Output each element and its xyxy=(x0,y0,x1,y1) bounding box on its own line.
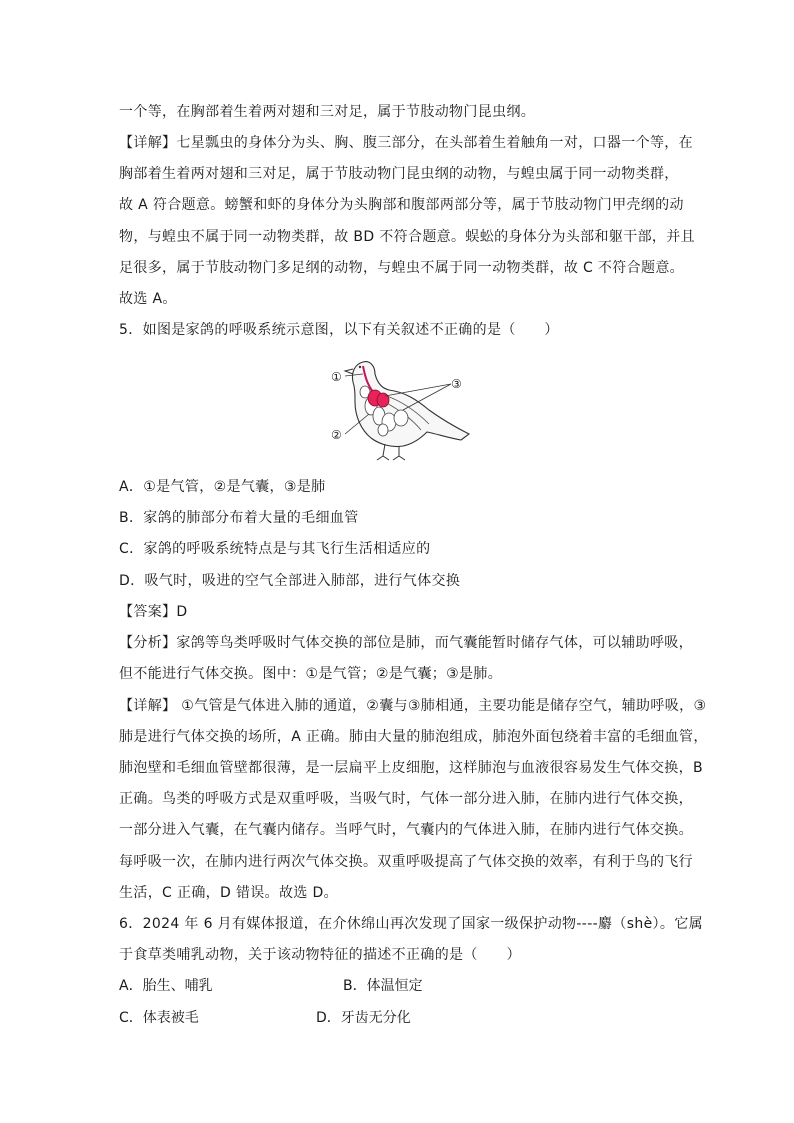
text-line: 故 A 符合题意。螃蟹和虾的身体分为头胸部和腹部两部分等，属于节肢动物门甲壳纲的动 xyxy=(119,197,684,213)
text-line: 物，与蝗虫不属于同一动物类群，故 BD 不符合题意。蜈蚣的身体分为头部和躯干部，并且 xyxy=(119,229,695,245)
detail-line: 正确。鸟类的呼吸方式是双重呼吸，当吸气时，气体一部分进入肺，在肺内进行气体交换， xyxy=(119,791,693,807)
question-5-stem: 5．如图是家鸽的呼吸系统示意图，以下有关叙述不正确的是（ ） xyxy=(119,322,559,338)
text-line: 故选 A。 xyxy=(119,291,177,307)
label-3: ③ xyxy=(451,377,462,391)
q6-option-b: B．体温恒定 xyxy=(343,978,423,994)
q5-option-d: D．吸气时，吸进的空气全部进入肺部，进行气体交换 xyxy=(119,573,461,589)
answer-line: 【答案】D xyxy=(119,604,188,620)
question-6-stem: 6．2024 年 6 月有媒体报道，在介休绵山再次发现了国家一级保护动物----麝（shè）。它属 xyxy=(119,916,703,932)
q5-option-a: A．①是气管，②是气囊，③是肺 xyxy=(119,479,326,495)
pigeon-respiratory-figure xyxy=(325,352,475,464)
text-line: 一个等，在胸部着生着两对翅和三对足，属于节肢动物门昆虫纲。 xyxy=(119,104,536,120)
q5-option-b: B．家鸽的肺部分布着大量的毛细血管 xyxy=(119,510,359,526)
q6-option-d: D．牙齿无分化 xyxy=(316,1010,411,1026)
text-line: 胸部着生着两对翅和三对足，属于节肢动物门昆虫纲的动物，与蝗虫属于同一动物类群， xyxy=(119,166,679,182)
detail-line: 【详解】 ①气管是气体进入肺的通道，②囊与③肺相通，主要功能是储存空气，辅助呼吸，③ xyxy=(119,698,707,714)
label-2: ② xyxy=(331,428,342,442)
analysis-line: 【分析】家鸽等鸟类呼吸时气体交换的部位是肺，而气囊能暂时储存气体，可以辅助呼吸， xyxy=(119,635,693,651)
detail-line: 肺泡壁和毛细血管壁都很薄，是一层扁平上皮细胞，这样肺泡与血液很容易发生气体交换，B xyxy=(119,760,703,776)
q6-option-c: C．体表被毛 xyxy=(119,1010,199,1026)
question-6-stem: 于食草类哺乳动物，关于该动物特征的描述不正确的是（ ） xyxy=(119,947,521,963)
q5-option-c: C．家鸽的呼吸系统特点是与其飞行生活相适应的 xyxy=(119,541,431,557)
text-line: 足很多，属于节肢动物门多足纲的动物，与蝗虫不属于同一动物类群，故 C 不符合题意。 xyxy=(119,260,685,276)
analysis-line: 但不能进行气体交换。图中：①是气管；②是气囊；③是肺。 xyxy=(119,666,503,682)
label-1: ① xyxy=(331,370,342,384)
detail-line: 肺是进行气体交换的场所，A 正确。肺由大量的肺泡组成，肺泡外面包绕着丰富的毛细血管， xyxy=(119,729,708,745)
q6-option-a: A．胎生、哺乳 xyxy=(119,978,213,994)
detail-heading-line: 【详解】七星瓢虫的身体分为头、胸、腹三部分，在头部着生着触角一对，口器一个等，在 xyxy=(119,135,693,151)
detail-line: 每呼吸一次，在肺内进行两次气体交换。双重呼吸提高了气体交换的效率，有利于鸟的飞行 xyxy=(119,854,693,870)
detail-line: 一部分进入气囊，在气囊内储存。当呼气时，气囊内的气体进入肺，在肺内进行气体交换。 xyxy=(119,822,693,838)
detail-line: 生活，C 正确，D 错误。故选 D。 xyxy=(119,885,338,901)
